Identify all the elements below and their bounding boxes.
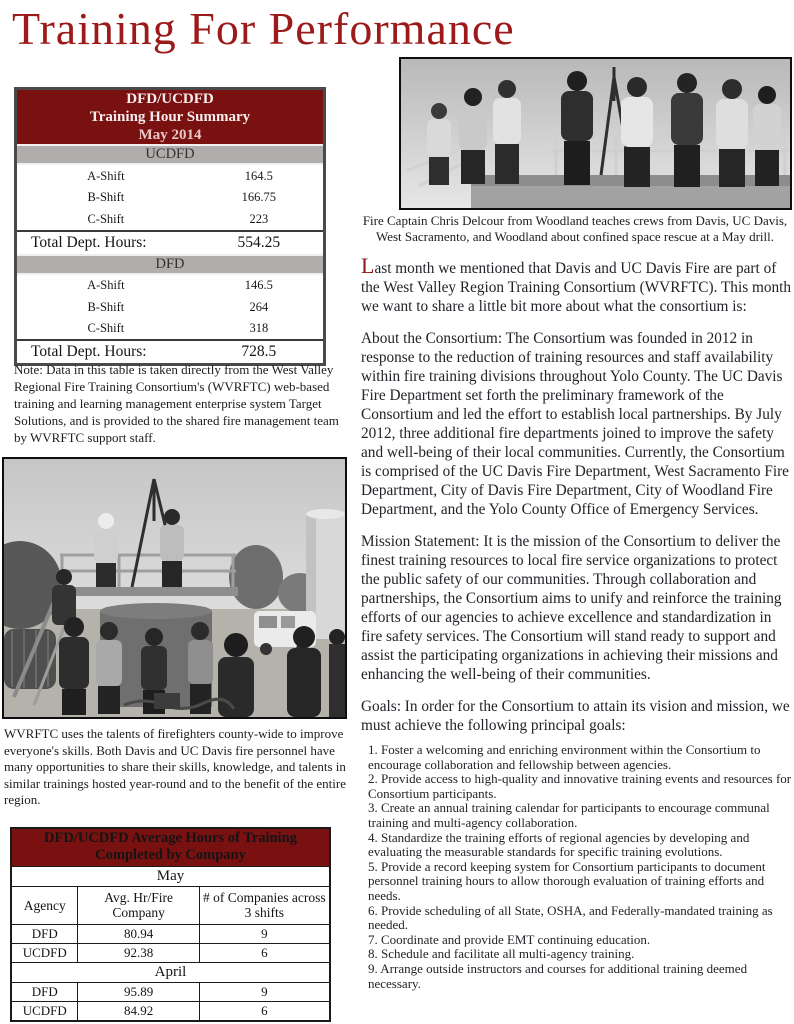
companies-cell: 9 bbox=[199, 924, 330, 943]
avg-title-line2: Completed by Company bbox=[95, 847, 246, 864]
col-header-avg: Avg. Hr/Fire Company bbox=[78, 886, 199, 924]
goals-list bbox=[361, 743, 794, 991]
shift-label: B-Shift bbox=[87, 299, 125, 314]
agency-cell: DFD bbox=[11, 982, 78, 1001]
table-row bbox=[16, 318, 325, 341]
companies-cell: 6 bbox=[199, 1001, 330, 1021]
about-paragraph: About the Consortium: The Consortium was founded in 2012 in response to the reduction of training resources and staff availability within fire training divisions throughout Yolo County. The UC Davis Fire Department set forth the preliminary framework of the Consortium and led the effort to establish local partnerships. By July 2012, three additional fire departments joined to improve the safety and well-being of their local communities. Currently, the Consortium is comprised of the UC Davis Fire Department, West Sacramento Fire Department, City of Davis Fire Department, City of Woodland Fire Department, and the Yolo County Office of Emergency Services. bbox=[361, 330, 789, 518]
left-photo-caption: WVRFTC uses the talents of firefighters county-wide to improve everyone's skills. Both Davis and UC Davis fire personnel have many opportunities to share their skills, knowledge, and talents in similar trainings hosted year-round and to the benefit of the entire region. bbox=[4, 726, 346, 807]
goal-item: 6. Provide scheduling of all State, OSHA, and Federally-mandated training as needed. bbox=[368, 902, 773, 933]
shift-hours: 166.75 bbox=[241, 190, 277, 204]
month-label-april: April bbox=[11, 962, 330, 982]
shift-hours: 264 bbox=[249, 299, 269, 314]
total-row bbox=[16, 340, 325, 365]
avg-cell: 80.94 bbox=[78, 924, 199, 943]
shift-hours: 223 bbox=[249, 211, 269, 226]
table-row bbox=[16, 274, 325, 297]
shift-label: A-Shift bbox=[87, 168, 125, 183]
avg-cell: 84.92 bbox=[78, 1001, 199, 1021]
shift-hours: 318 bbox=[249, 321, 269, 335]
platform-drill-illustration bbox=[401, 59, 790, 208]
intro-text: ast month we mentioned that Davis and UC Davis Fire are part of the West Valley Region Training Consortium (WVRFTC). This month we want to share a little bit more about what the consortium is: bbox=[361, 260, 792, 315]
average-hours-table bbox=[10, 827, 331, 1022]
total-value: 554.25 bbox=[195, 231, 325, 255]
shift-label: A-Shift bbox=[87, 278, 125, 292]
section-header-row bbox=[16, 145, 325, 164]
table-row bbox=[16, 296, 325, 318]
total-row bbox=[16, 231, 325, 255]
total-value: 728.5 bbox=[195, 340, 325, 365]
total-label: Total Dept. Hours: bbox=[16, 231, 195, 255]
table-row bbox=[16, 164, 325, 187]
right-photo-caption: Fire Captain Chris Delcour from Woodland teaches crews from Davis, UC Davis, West Sacramento, and Woodland about confined space rescue at a May drill. bbox=[362, 213, 788, 245]
drop-cap: L bbox=[361, 253, 375, 278]
goals-intro-paragraph: Goals: In order for the Consortium to attain its vision and mission, we must achieve the following principal goals: bbox=[361, 698, 790, 734]
companies-cell: 9 bbox=[199, 982, 330, 1001]
goal-item: 2. Provide access to high-quality and innovative training events and resources for Consortium participants. bbox=[368, 771, 792, 801]
month-row bbox=[11, 962, 330, 982]
agency-cell: UCDFD bbox=[11, 1001, 78, 1021]
shift-label: B-Shift bbox=[87, 190, 125, 204]
shift-hours: 146.5 bbox=[244, 278, 273, 292]
article-body bbox=[361, 253, 794, 991]
platform-drill-photo bbox=[399, 57, 792, 210]
agency-cell: UCDFD bbox=[11, 943, 78, 962]
col-header-companies: # of Companies across 3 shifts bbox=[199, 886, 330, 924]
goal-item: 4. Standardize the training efforts of regional agencies by developing and evaluating the measurable standards for specific training evolutions. bbox=[368, 829, 750, 860]
goal-item: 7. Coordinate and provide EMT continuing education. bbox=[368, 931, 651, 947]
avg-title-line1: DFD/UCDFD Average Hours of Training bbox=[44, 830, 297, 846]
shift-label: C-Shift bbox=[87, 211, 125, 226]
avg-table-title bbox=[11, 828, 330, 866]
avg-cell: 95.89 bbox=[78, 982, 199, 1001]
goal-item: 5. Provide a record keeping system for Consortium participants to document personnel training hours to allow thorough evaluation of training efforts and needs. bbox=[368, 858, 766, 903]
col-header-agency: Agency bbox=[11, 886, 78, 924]
companies-cell: 6 bbox=[199, 943, 330, 962]
training-hour-summary-table bbox=[14, 87, 326, 366]
shift-label: C-Shift bbox=[87, 321, 125, 335]
table-row bbox=[16, 208, 325, 231]
total-label: Total Dept. Hours: bbox=[16, 340, 195, 365]
column-header-row bbox=[11, 886, 330, 924]
table-row bbox=[16, 187, 325, 209]
section-label-ucdfd: UCDFD bbox=[16, 145, 325, 164]
shift-hours: 164.5 bbox=[244, 168, 273, 183]
confined-space-illustration bbox=[4, 459, 345, 717]
avg-table-header-row bbox=[11, 828, 330, 866]
summary-title-line2: Training Hour Summary bbox=[89, 109, 251, 125]
goal-item: 9. Arrange outside instructors and courses for additional training deemed necessary. bbox=[368, 960, 748, 991]
table-row bbox=[11, 1001, 330, 1021]
table-row bbox=[11, 982, 330, 1001]
goal-item: 8. Schedule and facilitate all multi-agency training. bbox=[368, 946, 635, 962]
table-row bbox=[11, 943, 330, 962]
summary-table-title bbox=[16, 89, 325, 146]
month-row bbox=[11, 866, 330, 886]
summary-title-line1: DFD/UCDFD bbox=[126, 91, 214, 107]
goal-item: 1. Foster a welcoming and enriching environment within the Consortium to encourage collaboration and fellowship between agencies. bbox=[368, 742, 761, 772]
goal-item: 3. Create an annual training calendar for participants to encourage communal training and multi-agency collaboration. bbox=[368, 800, 770, 830]
summary-title-month: May 2014 bbox=[138, 127, 202, 143]
agency-cell: DFD bbox=[11, 924, 78, 943]
summary-table-header-row bbox=[16, 89, 325, 146]
intro-paragraph bbox=[361, 253, 794, 316]
section-header-row bbox=[16, 255, 325, 274]
mission-paragraph: Mission Statement: It is the mission of the Consortium to deliver the finest training resources to local fire service organizations to protect the public safety of our communities. Through collaboration and partnerships, the Consortium aims to unify and reinforce the training efforts of our agencies to achieve excellence and standardization in fire safety services. The Consortium will stand ready to support and assist the participating organizations in achieving their missions and enhancing the well-being of their communities. bbox=[361, 533, 782, 683]
table-row bbox=[11, 924, 330, 943]
page-title: Training For Performance bbox=[12, 3, 515, 54]
summary-table-note: Note: Data in this table is taken directly from the West Valley Regional Fire Training Consortium's (WVRFTC) web-based training and learning management enterprise system Target Solutions, and is provided to the shared fire management team by WVRFTC support staff. bbox=[14, 362, 339, 445]
confined-space-training-photo bbox=[2, 457, 347, 719]
month-label-may: May bbox=[11, 866, 330, 886]
avg-cell: 92.38 bbox=[78, 943, 199, 962]
section-label-dfd: DFD bbox=[16, 255, 325, 274]
